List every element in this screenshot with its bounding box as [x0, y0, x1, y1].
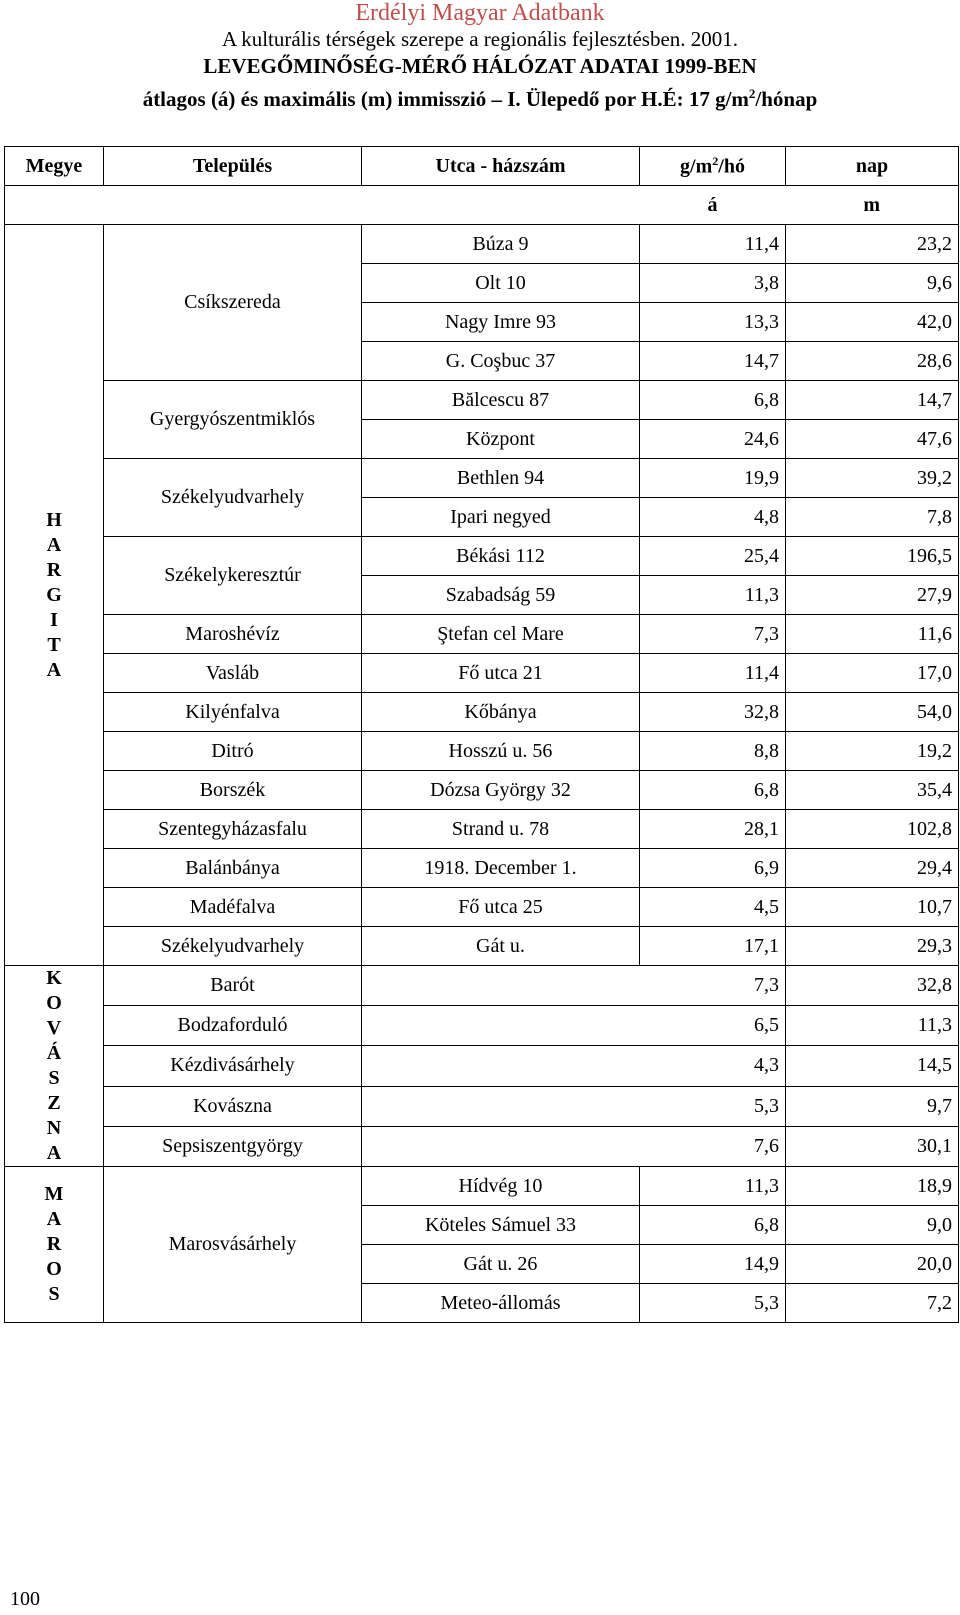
avg-cell: 17,1 [640, 927, 786, 966]
street-cell: Kőbánya [362, 693, 640, 732]
max-cell: 18,9 [786, 1167, 959, 1206]
header-nap: nap [786, 147, 959, 186]
avg-cell: 7,6 [640, 1126, 786, 1166]
street-cell: Meteo-állomás [362, 1284, 640, 1323]
street-cell: Búza 9 [362, 225, 640, 264]
avg-cell: 6,8 [640, 1206, 786, 1245]
table-row [5, 1126, 959, 1166]
settlement-cell: Marosvásárhely [104, 1167, 362, 1323]
page-title: LEVEGŐMINŐSÉG-MÉRŐ HÁLÓZAT ADATAI 1999-BEN [203, 54, 757, 78]
street-cell: Olt 10 [362, 264, 640, 303]
max-cell: 9,0 [786, 1206, 959, 1245]
avg-cell: 3,8 [640, 264, 786, 303]
max-cell: 29,4 [786, 849, 959, 888]
street-cell: Szabadság 59 [362, 576, 640, 615]
table-row [5, 1006, 959, 1046]
county-covasna: K O V Á S Z N A [5, 966, 104, 1167]
avg-cell: 24,6 [640, 420, 786, 459]
max-cell: 20,0 [786, 1245, 959, 1284]
max-cell: 7,2 [786, 1284, 959, 1323]
max-cell: 14,7 [786, 381, 959, 420]
avg-cell: 11,3 [640, 1167, 786, 1206]
table-row [5, 225, 959, 264]
street-cell [362, 1086, 640, 1126]
settlement-cell: Barót [104, 966, 362, 1006]
table-row [5, 1167, 959, 1206]
settlement-cell: Maroshévíz [104, 615, 362, 654]
avg-cell: 6,8 [640, 771, 786, 810]
settlement-cell: Szentegyházasfalu [104, 810, 362, 849]
avg-cell: 28,1 [640, 810, 786, 849]
table-row [5, 381, 959, 420]
avg-cell: 13,3 [640, 303, 786, 342]
document-header [0, 0, 960, 113]
street-cell: Ştefan cel Mare [362, 615, 640, 654]
street-cell: Bethlen 94 [362, 459, 640, 498]
max-cell: 28,6 [786, 342, 959, 381]
source-title: Erdélyi Magyar Adatbank [355, 0, 605, 26]
page-number: 100 [10, 1588, 40, 1610]
street-cell: Hídvég 10 [362, 1167, 640, 1206]
street-cell: Nagy Imre 93 [362, 303, 640, 342]
table-row [5, 1046, 959, 1086]
street-cell: Békási 112 [362, 537, 640, 576]
subheader-a: á [640, 186, 786, 225]
street-cell: Strand u. 78 [362, 810, 640, 849]
max-cell: 39,2 [786, 459, 959, 498]
table-row [5, 459, 959, 498]
max-cell: 42,0 [786, 303, 959, 342]
avg-cell: 11,4 [640, 225, 786, 264]
settlement-cell: Ditró [104, 732, 362, 771]
max-cell: 47,6 [786, 420, 959, 459]
table-row [5, 849, 959, 888]
settlement-cell: Gyergyószentmiklós [104, 381, 362, 459]
avg-cell: 11,4 [640, 654, 786, 693]
street-cell: G. Coşbuc 37 [362, 342, 640, 381]
settlement-cell: Székelyudvarhely [104, 459, 362, 537]
street-cell [362, 966, 640, 1006]
max-cell: 30,1 [786, 1126, 959, 1166]
settlement-cell: Csíkszereda [104, 225, 362, 381]
table-row [5, 732, 959, 771]
street-cell [362, 1046, 640, 1086]
settlement-cell: Kilyénfalva [104, 693, 362, 732]
avg-cell: 4,3 [640, 1046, 786, 1086]
max-cell: 29,3 [786, 927, 959, 966]
table-row [5, 927, 959, 966]
max-cell: 11,3 [786, 1006, 959, 1046]
street-cell: Fő utca 21 [362, 654, 640, 693]
avg-cell: 11,3 [640, 576, 786, 615]
max-cell: 19,2 [786, 732, 959, 771]
county-mures: M A R O S [5, 1167, 104, 1323]
max-cell: 196,5 [786, 537, 959, 576]
max-cell: 11,6 [786, 615, 959, 654]
max-cell: 9,6 [786, 264, 959, 303]
subtitle: A kulturális térségek szerepe a regionális fejlesztésben. 2001. [221, 27, 739, 51]
table-row [5, 966, 959, 1006]
settlement-cell: Madéfalva [104, 888, 362, 927]
max-cell: 27,9 [786, 576, 959, 615]
header-street: Utca - házszám [362, 147, 640, 186]
avg-cell: 25,4 [640, 537, 786, 576]
street-cell: Központ [362, 420, 640, 459]
avg-cell: 5,3 [640, 1284, 786, 1323]
settlement-cell: Székelyudvarhely [104, 927, 362, 966]
max-cell: 23,2 [786, 225, 959, 264]
avg-cell: 7,3 [640, 966, 786, 1006]
settlement-cell: Székelykeresztúr [104, 537, 362, 615]
max-cell: 10,7 [786, 888, 959, 927]
settlement-cell: Vasláb [104, 654, 362, 693]
county-harghita: H A R G I T A [5, 225, 104, 966]
avg-cell: 5,3 [640, 1086, 786, 1126]
street-cell: Hosszú u. 56 [362, 732, 640, 771]
header-unit: $g/m^2/hó$ [640, 147, 786, 186]
street-cell: Dózsa György 32 [362, 771, 640, 810]
avg-cell: 14,7 [640, 342, 786, 381]
measurement-description: átlagos (á) és maximális (m) immisszió – I. Ülepedő por H.É: 17 $g/m^2$/hónap [142, 86, 818, 111]
avg-cell: 6,9 [640, 849, 786, 888]
table-row [5, 654, 959, 693]
table-row [5, 888, 959, 927]
street-cell: Gát u. 26 [362, 1245, 640, 1284]
avg-cell: 32,8 [640, 693, 786, 732]
header-row [5, 147, 959, 186]
avg-cell: 6,8 [640, 381, 786, 420]
street-cell: Köteles Sámuel 33 [362, 1206, 640, 1245]
avg-cell: 14,9 [640, 1245, 786, 1284]
settlement-cell: Borszék [104, 771, 362, 810]
settlement-cell: Balánbánya [104, 849, 362, 888]
max-cell: 32,8 [786, 966, 959, 1006]
settlement-cell: Kovászna [104, 1086, 362, 1126]
settlement-cell: Bodzaforduló [104, 1006, 362, 1046]
max-cell: 7,8 [786, 498, 959, 537]
street-cell: Bălcescu 87 [362, 381, 640, 420]
avg-cell: 19,9 [640, 459, 786, 498]
table-row [5, 810, 959, 849]
avg-cell: 6,5 [640, 1006, 786, 1046]
avg-cell: 7,3 [640, 615, 786, 654]
max-cell: 35,4 [786, 771, 959, 810]
street-cell: Fő utca 25 [362, 888, 640, 927]
avg-cell: 4,8 [640, 498, 786, 537]
street-cell [362, 1006, 640, 1046]
table-row [5, 537, 959, 576]
avg-cell: 4,5 [640, 888, 786, 927]
table-row [5, 771, 959, 810]
data-table [4, 146, 959, 1323]
header-county: Megye [5, 147, 104, 186]
max-cell: 102,8 [786, 810, 959, 849]
subheader-blank [5, 186, 640, 225]
max-cell: 9,7 [786, 1086, 959, 1126]
max-cell: 14,5 [786, 1046, 959, 1086]
street-cell: Ipari negyed [362, 498, 640, 537]
subheader-m: m [786, 186, 959, 225]
avg-cell: 8,8 [640, 732, 786, 771]
street-cell [362, 1126, 640, 1166]
header-settlement: Település [104, 147, 362, 186]
table-row [5, 615, 959, 654]
subheader-row [5, 186, 959, 225]
table-row [5, 693, 959, 732]
table-row [5, 1086, 959, 1126]
street-cell: Gát u. [362, 927, 640, 966]
max-cell: 54,0 [786, 693, 959, 732]
settlement-cell: Kézdivásárhely [104, 1046, 362, 1086]
max-cell: 17,0 [786, 654, 959, 693]
street-cell: 1918. December 1. [362, 849, 640, 888]
settlement-cell: Sepsiszentgyörgy [104, 1126, 362, 1166]
